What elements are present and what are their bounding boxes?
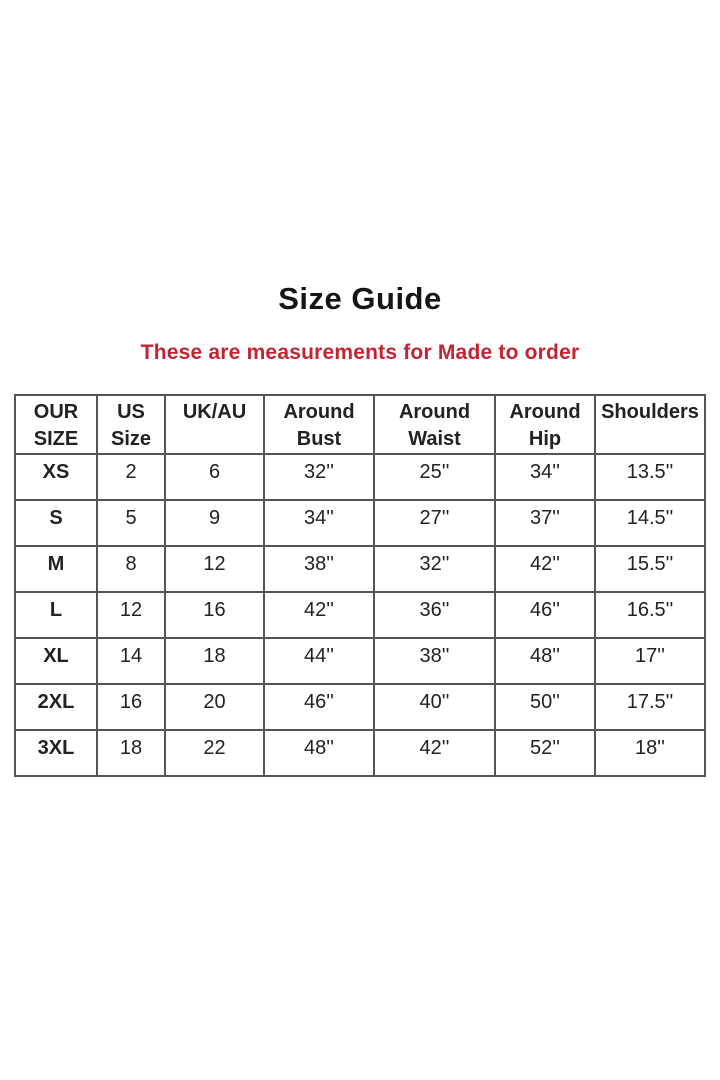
table-cell: 42'' — [374, 730, 495, 776]
page-title: Size Guide — [278, 281, 442, 316]
column-header: Shoulders — [595, 395, 705, 454]
table-cell: 40'' — [374, 684, 495, 730]
table-cell: 13.5'' — [595, 454, 705, 500]
table-cell: 42'' — [495, 546, 595, 592]
table-row — [15, 454, 705, 500]
size-label-cell: 3XL — [15, 730, 97, 776]
table-cell: 38'' — [374, 638, 495, 684]
column-header: Around Waist — [374, 395, 495, 454]
table-row — [15, 592, 705, 638]
table-cell: 16 — [165, 592, 264, 638]
table-cell: 50'' — [495, 684, 595, 730]
table-cell: 32'' — [264, 454, 374, 500]
table-header-row — [15, 395, 705, 454]
table-row — [15, 684, 705, 730]
table-cell: 25'' — [374, 454, 495, 500]
table-cell: 48'' — [264, 730, 374, 776]
size-label-cell: L — [15, 592, 97, 638]
table-cell: 22 — [165, 730, 264, 776]
table-row — [15, 500, 705, 546]
size-label-cell: M — [15, 546, 97, 592]
column-header: Around Bust — [264, 395, 374, 454]
table-cell: 37'' — [495, 500, 595, 546]
table-cell: 34'' — [495, 454, 595, 500]
table-row — [15, 730, 705, 776]
table-cell: 20 — [165, 684, 264, 730]
table-cell: 14 — [97, 638, 165, 684]
table-cell: 36'' — [374, 592, 495, 638]
column-header: OUR SIZE — [15, 395, 97, 454]
table-row — [15, 546, 705, 592]
table-cell: 27'' — [374, 500, 495, 546]
table-cell: 46'' — [264, 684, 374, 730]
table-cell: 12 — [165, 546, 264, 592]
table-cell: 32'' — [374, 546, 495, 592]
table-cell: 46'' — [495, 592, 595, 638]
table-cell: 14.5'' — [595, 500, 705, 546]
column-header: UK/AU — [165, 395, 264, 454]
size-label-cell: XL — [15, 638, 97, 684]
table-cell: 6 — [165, 454, 264, 500]
table-row — [15, 638, 705, 684]
column-header: Around Hip — [495, 395, 595, 454]
subtitle: These are measurements for Made to order — [140, 341, 580, 364]
table-cell: 12 — [97, 592, 165, 638]
table-cell: 42'' — [264, 592, 374, 638]
table-cell: 18'' — [595, 730, 705, 776]
table-cell: 38'' — [264, 546, 374, 592]
table-cell: 8 — [97, 546, 165, 592]
table-cell: 17.5'' — [595, 684, 705, 730]
table-cell: 34'' — [264, 500, 374, 546]
table-cell: 48'' — [495, 638, 595, 684]
size-label-cell: 2XL — [15, 684, 97, 730]
table-cell: 44'' — [264, 638, 374, 684]
table-cell: 2 — [97, 454, 165, 500]
column-header: US Size — [97, 395, 165, 454]
table-cell: 16.5'' — [595, 592, 705, 638]
size-label-cell: S — [15, 500, 97, 546]
table-cell: 18 — [97, 730, 165, 776]
size-label-cell: XS — [15, 454, 97, 500]
table-cell: 9 — [165, 500, 264, 546]
table-cell: 16 — [97, 684, 165, 730]
table-cell: 18 — [165, 638, 264, 684]
table-cell: 52'' — [495, 730, 595, 776]
table-cell: 15.5'' — [595, 546, 705, 592]
table-cell: 17'' — [595, 638, 705, 684]
table-cell: 5 — [97, 500, 165, 546]
size-guide-table — [14, 394, 706, 777]
